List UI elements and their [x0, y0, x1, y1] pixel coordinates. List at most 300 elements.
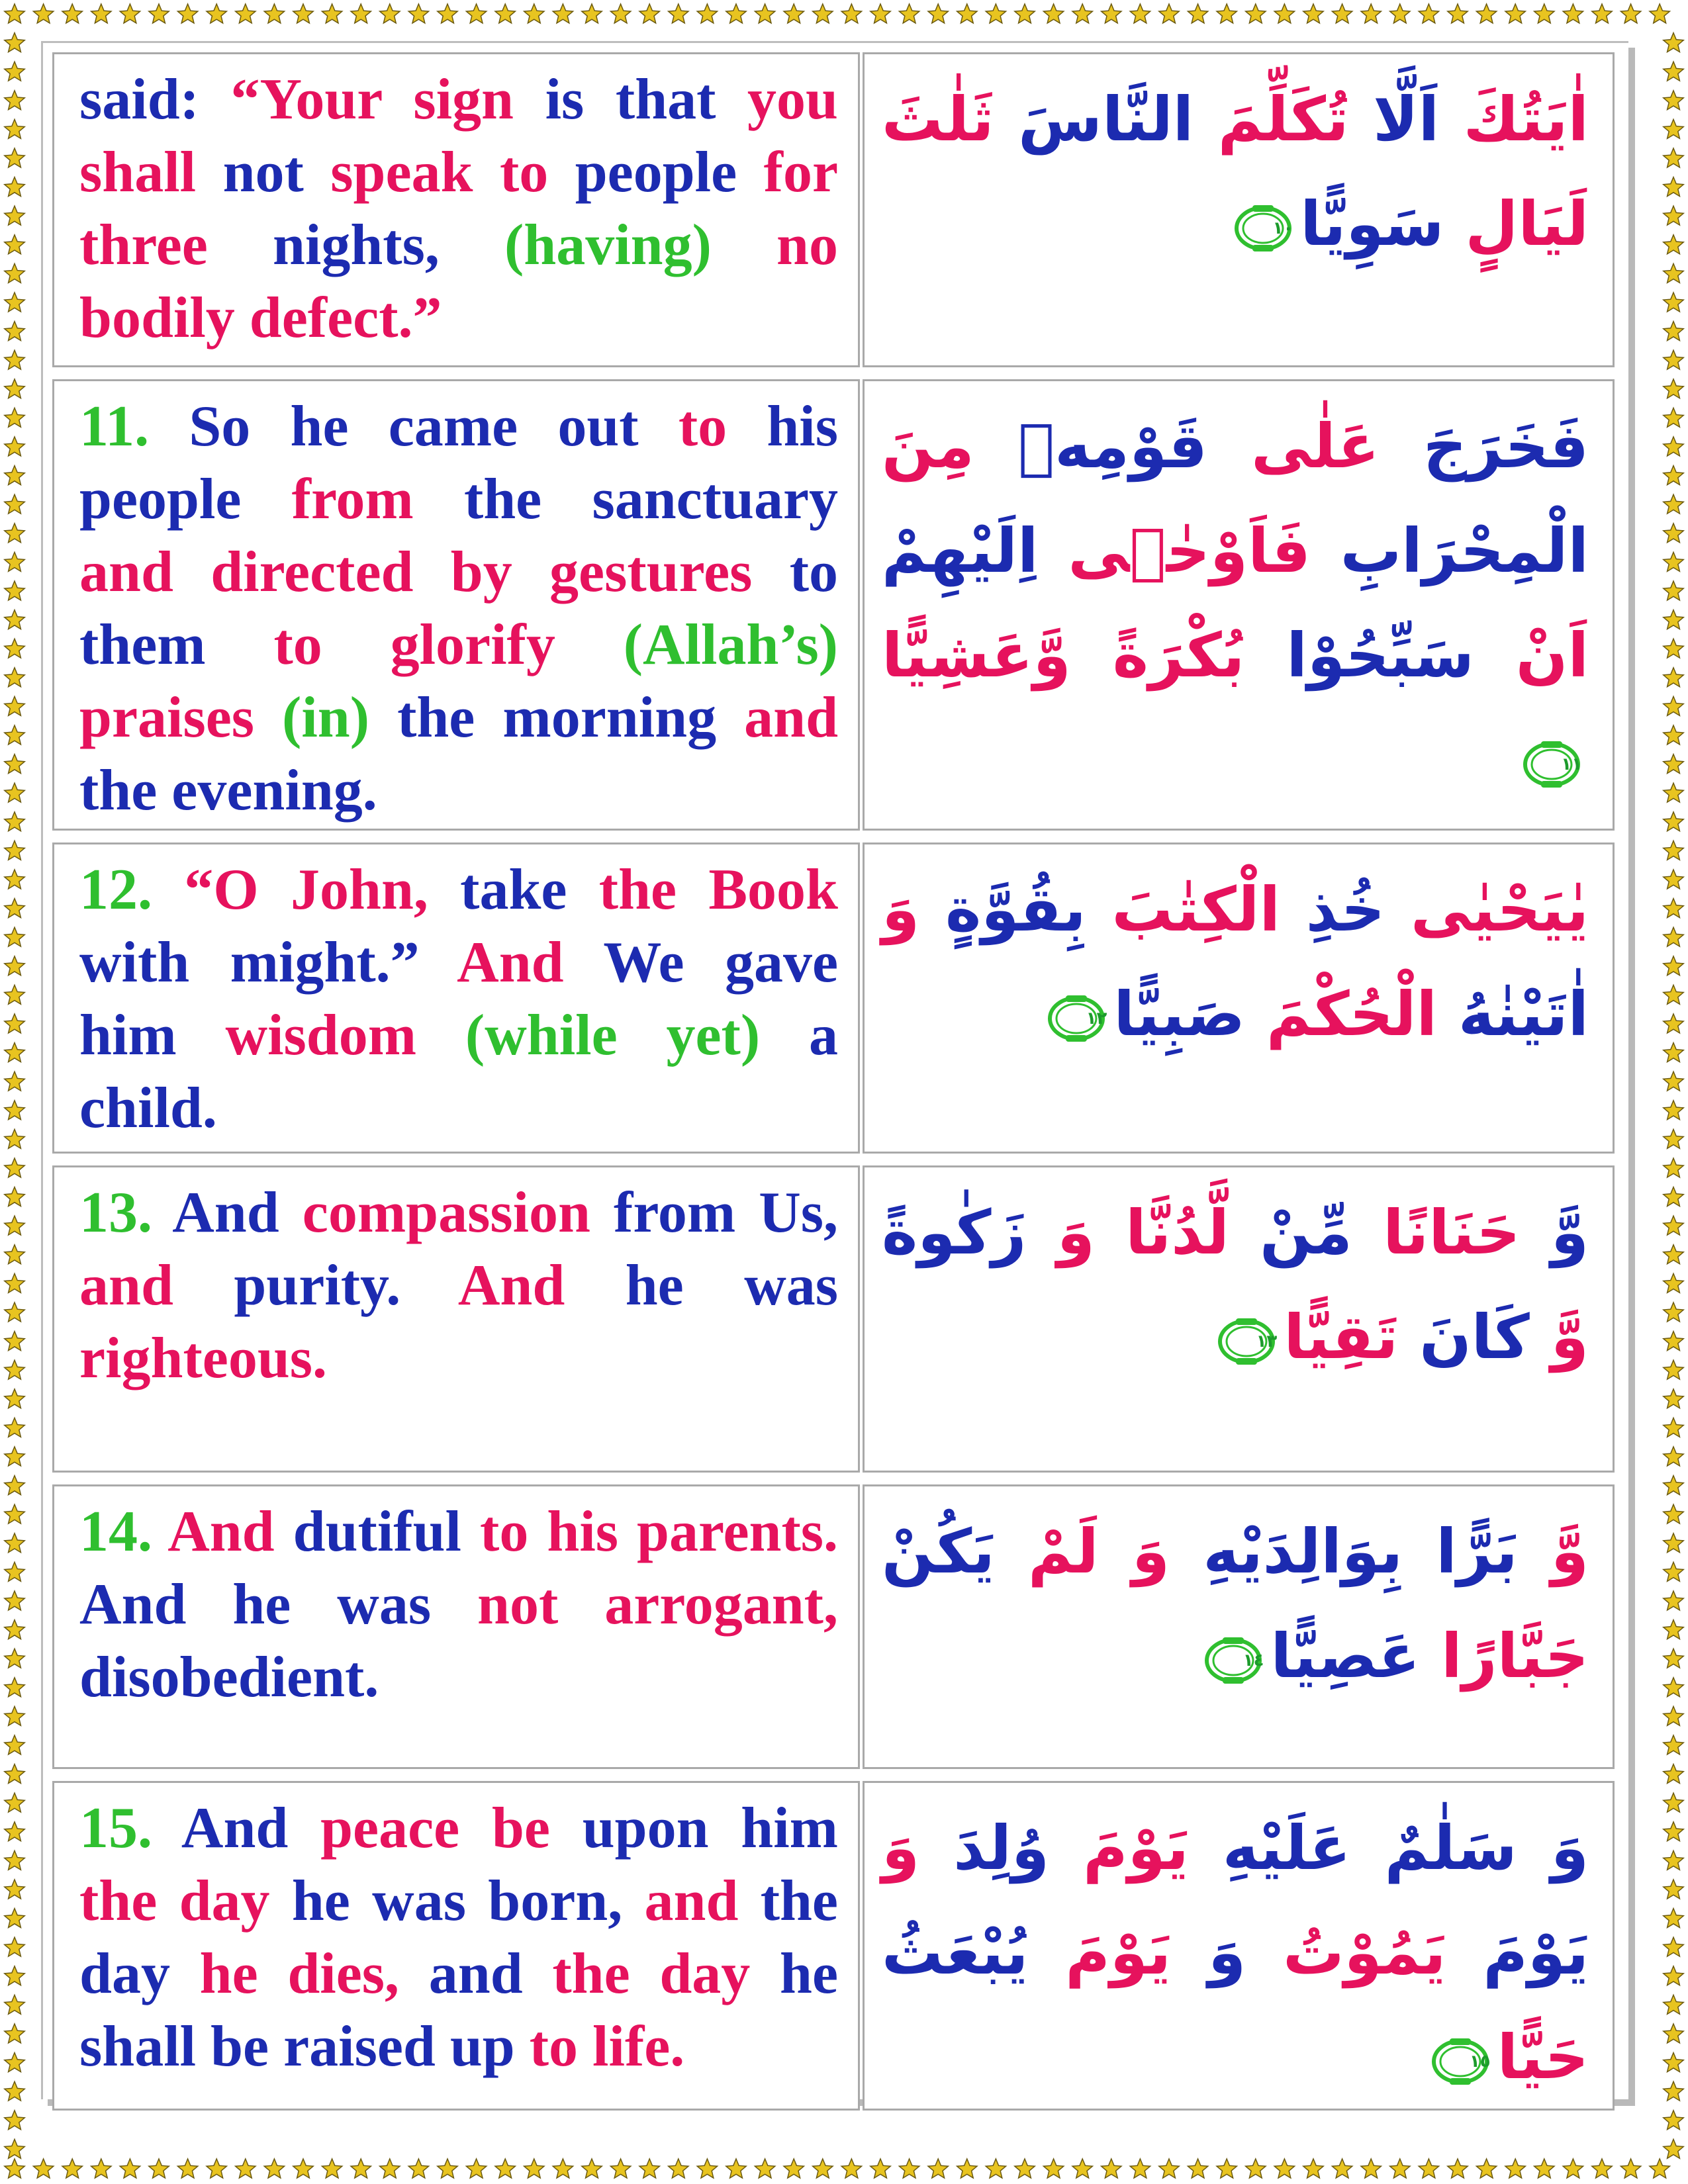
- star-icon: [5, 2024, 24, 2043]
- star-icon: [1592, 4, 1612, 23]
- arabic-word: بِوَالِدَيْهِ: [1170, 1516, 1403, 1587]
- star-icon: [1664, 1735, 1683, 1754]
- star-icon: [5, 1937, 24, 1956]
- star-icon: [1664, 1793, 1683, 1812]
- arabic-word: وَ: [1517, 1813, 1589, 1884]
- arabic-verse-cell: [863, 52, 1615, 367]
- english-text-segment: and: [428, 1942, 553, 2006]
- arabic-word: اَنْ: [1474, 620, 1589, 691]
- star-icon: [755, 2159, 774, 2178]
- star-icon: [1246, 2159, 1266, 2178]
- star-icon: [33, 4, 53, 23]
- english-text-segment: (in): [282, 686, 398, 750]
- arabic-word: يٰيَحْيٰى: [1385, 874, 1589, 945]
- english-text-segment: So he came out: [189, 394, 679, 459]
- star-icon: [986, 4, 1006, 23]
- arabic-word: مِّنْ: [1229, 1197, 1352, 1268]
- star-icon: [1664, 696, 1683, 715]
- english-text-segment: the sanctuary: [463, 467, 838, 531]
- star-icon: [610, 4, 630, 23]
- english-text-segment: for three: [79, 140, 839, 277]
- english-text-segment: (while yet): [465, 1003, 809, 1068]
- star-icon: [5, 177, 24, 197]
- english-text-segment: he shall be raised up: [79, 1942, 839, 2079]
- star-icon: [1664, 1360, 1683, 1379]
- english-text-segment: And: [457, 1253, 626, 1318]
- star-icon: [1303, 4, 1323, 23]
- star-icon: [784, 4, 804, 23]
- english-text-segment: praises: [79, 686, 283, 750]
- star-icon: [5, 4, 24, 23]
- star-icon: [1620, 4, 1640, 23]
- english-text-segment: 12.: [79, 858, 185, 922]
- english-text-segment: 14.: [79, 1500, 168, 1564]
- english-text-segment: to life.: [529, 2015, 685, 2079]
- arabic-word: عَلٰى: [1207, 411, 1380, 482]
- star-icon: [1102, 2159, 1121, 2178]
- arabic-word: اٰتَيْنٰهُ: [1436, 979, 1589, 1050]
- star-icon: [1664, 1620, 1683, 1639]
- star-icon: [5, 350, 24, 369]
- star-icon: [149, 2159, 169, 2178]
- ayah-number: ١٢: [1086, 1008, 1107, 1028]
- star-icon: [120, 4, 140, 23]
- arabic-word: وَ: [1171, 1917, 1246, 1988]
- star-icon: [1664, 754, 1683, 774]
- star-icon: [120, 2159, 140, 2178]
- english-text-segment: to: [480, 1500, 547, 1564]
- star-icon: [553, 4, 573, 23]
- star-icon: [1664, 1447, 1683, 1466]
- star-icon: [639, 2159, 659, 2178]
- english-text-segment: he dies,: [199, 1942, 429, 2006]
- arabic-verse-cell: [863, 1165, 1615, 1473]
- english-text-segment: And: [172, 1181, 303, 1245]
- star-icon: [1664, 148, 1683, 167]
- star-icon: [5, 206, 24, 225]
- star-icon: [1650, 4, 1669, 23]
- english-text-segment: “Your sign: [230, 68, 545, 132]
- star-icon: [697, 4, 717, 23]
- arabic-word: عَصِيًّا: [1270, 1621, 1421, 1692]
- star-icon: [5, 1071, 24, 1091]
- english-text-segment: wisdom: [225, 1003, 465, 1068]
- star-icon: [495, 2159, 515, 2178]
- arabic-word: سَلٰمٌ: [1350, 1813, 1517, 1884]
- star-icon: [5, 1706, 24, 1725]
- star-icon: [33, 2159, 53, 2178]
- verse-row-14: [52, 1484, 1615, 1769]
- arabic-verse-cell: [863, 1484, 1615, 1769]
- ayah-end-marker-icon: [1046, 994, 1107, 1043]
- english-text-segment: nights,: [272, 213, 504, 277]
- star-icon: [62, 2159, 82, 2178]
- arabic-word: قَوْمِهٖ: [974, 411, 1207, 482]
- english-text-segment: with might.”: [79, 931, 457, 995]
- star-icon: [5, 841, 24, 860]
- star-icon: [1664, 812, 1683, 831]
- star-icon: [1390, 4, 1410, 23]
- star-icon: [380, 4, 400, 23]
- star-icon: [1448, 4, 1468, 23]
- star-icon: [1664, 62, 1683, 81]
- english-translation-cell: [52, 1484, 860, 1769]
- star-icon: [1043, 2159, 1063, 2178]
- english-text-segment: the day: [79, 1869, 292, 1933]
- star-icon: [1563, 2159, 1583, 2178]
- english-text-segment: and: [744, 686, 839, 750]
- star-icon: [1419, 4, 1438, 23]
- arabic-word: وَّعَشِيًّا: [882, 620, 1071, 691]
- english-text-segment: And: [457, 931, 604, 995]
- star-icon: [5, 581, 24, 600]
- star-icon: [1592, 2159, 1612, 2178]
- star-icon: [1664, 1101, 1683, 1120]
- star-icon: [899, 4, 919, 23]
- star-icon: [1361, 2159, 1381, 2178]
- ayah-number: ١٥: [1469, 2051, 1491, 2071]
- arabic-word: فَخَرَجَ: [1379, 411, 1589, 482]
- star-icon: [5, 668, 24, 687]
- star-icon: [1664, 1822, 1683, 1841]
- arabic-word: يَوْمَ: [1049, 1813, 1189, 1884]
- star-icon: [1664, 1504, 1683, 1524]
- star-icon: [5, 2139, 24, 2158]
- star-icon: [5, 1995, 24, 2014]
- star-icon: [1505, 2159, 1525, 2178]
- english-text-segment: is that: [545, 68, 748, 132]
- star-icon: [322, 2159, 342, 2178]
- star-icon: [1664, 2053, 1683, 2072]
- arabic-word: ثَلٰثَ: [882, 84, 994, 155]
- star-icon: [5, 985, 24, 1004]
- english-text-segment: the day: [552, 1942, 780, 2006]
- star-icon: [1217, 2159, 1237, 2178]
- star-icon: [524, 4, 544, 23]
- arabic-word: الْكِتٰبَ: [1086, 874, 1280, 945]
- star-icon: [5, 1966, 24, 1985]
- star-icon: [1664, 1591, 1683, 1610]
- star-icon: [1664, 783, 1683, 802]
- star-icon: [5, 2081, 24, 2101]
- star-icon: [1664, 408, 1683, 427]
- star-icon: [1664, 581, 1683, 600]
- star-icon: [1650, 2159, 1669, 2178]
- arabic-word: وَ: [882, 1813, 920, 1884]
- star-icon: [5, 235, 24, 254]
- star-icon: [207, 4, 226, 23]
- star-icon: [5, 870, 24, 889]
- star-icon: [408, 2159, 428, 2178]
- star-icon: [1664, 610, 1683, 629]
- english-text-segment: the morning: [397, 686, 745, 750]
- star-icon: [1664, 1764, 1683, 1784]
- arabic-word: وَ: [1098, 1516, 1170, 1587]
- english-text-segment: people: [575, 140, 764, 205]
- arabic-word: وَ: [882, 874, 920, 945]
- english-text-segment: disobedient.: [79, 1645, 379, 1709]
- star-icon: [5, 610, 24, 629]
- star-icon: [1534, 2159, 1554, 2178]
- english-translation-cell: [52, 52, 860, 367]
- star-icon: [5, 523, 24, 543]
- star-icon: [1246, 4, 1266, 23]
- ayah-number: ١١: [1561, 754, 1582, 774]
- star-icon: [5, 956, 24, 976]
- english-text-segment: his people: [79, 394, 838, 531]
- star-icon: [5, 1187, 24, 1206]
- star-icon: [1043, 4, 1063, 23]
- english-text-segment: take: [460, 858, 599, 922]
- english-text-segment: (Allah’s): [623, 613, 838, 677]
- star-icon: [1274, 4, 1294, 23]
- star-icon: [5, 1418, 24, 1437]
- star-icon: [1664, 1273, 1683, 1293]
- english-text-segment: purity.: [234, 1253, 458, 1318]
- star-icon: [1664, 494, 1683, 514]
- arabic-word: الْحُكْمَ: [1244, 979, 1437, 1050]
- english-text-segment: not arrogant,: [477, 1572, 838, 1637]
- star-icon: [870, 4, 890, 23]
- english-text-segment: And: [181, 1796, 321, 1860]
- arabic-word: عَلَيْهِ: [1188, 1813, 1351, 1884]
- star-icon: [5, 1476, 24, 1495]
- star-icon: [1664, 322, 1683, 341]
- arabic-word: يَمُوْتُ: [1246, 1917, 1446, 1988]
- english-text-segment: a child.: [79, 1003, 838, 1140]
- english-text-segment: 13.: [79, 1181, 173, 1245]
- star-icon: [1448, 2159, 1468, 2178]
- star-icon: [582, 4, 602, 23]
- arabic-word: النَّاسَ: [994, 84, 1194, 155]
- arabic-word: حَنَانًا: [1352, 1197, 1521, 1268]
- english-translation-cell: [52, 842, 860, 1154]
- arabic-word: وَّ: [1520, 1197, 1589, 1268]
- star-icon: [1303, 2159, 1323, 2178]
- star-icon: [1072, 4, 1092, 23]
- star-icon: [5, 1562, 24, 1581]
- star-icon: [1664, 91, 1683, 110]
- star-icon: [1664, 2024, 1683, 2043]
- star-icon: [1476, 4, 1496, 23]
- star-icon: [293, 4, 313, 23]
- star-icon: [5, 2053, 24, 2072]
- star-icon: [5, 1302, 24, 1322]
- star-icon: [1664, 2081, 1683, 2101]
- star-icon: [726, 4, 746, 23]
- english-text-segment: he was born,: [291, 1869, 645, 1933]
- star-icon: [236, 2159, 256, 2178]
- star-icon: [1664, 1649, 1683, 1668]
- star-icon: [1664, 1562, 1683, 1581]
- star-icon: [1664, 466, 1683, 485]
- star-icon: [5, 1504, 24, 1524]
- english-text-segment: he was: [625, 1253, 839, 1318]
- star-icon: [5, 437, 24, 456]
- star-icon: [928, 4, 948, 23]
- arabic-word: اٰيَتُكَ: [1439, 84, 1589, 155]
- star-icon: [1664, 552, 1683, 571]
- arabic-word: بَرًّا: [1403, 1516, 1518, 1587]
- star-icon: [755, 4, 774, 23]
- star-icon: [5, 1678, 24, 1697]
- star-icon: [1332, 4, 1352, 23]
- star-icon: [91, 2159, 111, 2178]
- star-icon: [1664, 1533, 1683, 1553]
- ayah-end-marker-icon: [1521, 740, 1582, 789]
- english-text-segment: and: [79, 1253, 234, 1318]
- star-icon: [5, 1793, 24, 1812]
- star-icon: [1664, 1332, 1683, 1351]
- star-icon: [1159, 2159, 1179, 2178]
- star-icon: [207, 2159, 226, 2178]
- star-icon: [1664, 1995, 1683, 2014]
- verse-row-11: [52, 379, 1615, 831]
- star-icon: [5, 1735, 24, 1754]
- star-icon: [1390, 2159, 1410, 2178]
- star-icon: [1664, 1043, 1683, 1062]
- star-icon: [1102, 4, 1121, 23]
- star-icon: [610, 2159, 630, 2178]
- star-icon: [1664, 1389, 1683, 1408]
- english-text-segment: to glorify: [273, 613, 624, 677]
- star-icon: [1620, 2159, 1640, 2178]
- english-text-segment: (having): [504, 213, 777, 277]
- verse-row-10: [52, 52, 1615, 367]
- star-icon: [5, 696, 24, 715]
- verse-row-15: [52, 1781, 1615, 2111]
- arabic-word: تُكَلِّمَ: [1194, 84, 1349, 155]
- star-icon: [1664, 1678, 1683, 1697]
- star-icon: [1015, 4, 1035, 23]
- english-text-segment: no: [776, 213, 838, 277]
- star-icon: [1664, 119, 1683, 138]
- star-icon: [351, 4, 371, 23]
- star-icon: [5, 552, 24, 571]
- arabic-word: لَمْ: [994, 1516, 1099, 1587]
- english-text-segment: to: [499, 140, 575, 205]
- star-icon: [1664, 1129, 1683, 1148]
- english-text-segment: to: [678, 394, 767, 459]
- arabic-word: صَبِيًّا: [1113, 979, 1245, 1050]
- verse-row-13: [52, 1165, 1615, 1473]
- star-icon: [697, 2159, 717, 2178]
- english-text-segment: from Us,: [614, 1181, 839, 1245]
- star-icon: [553, 2159, 573, 2178]
- ayah-number: ١٠: [1272, 218, 1294, 238]
- arabic-word: اَلَّا: [1348, 84, 1440, 155]
- star-icon: [5, 322, 24, 341]
- star-icon: [438, 2159, 457, 2178]
- arabic-word: سَبِّحُوْا: [1244, 620, 1474, 691]
- star-icon: [5, 639, 24, 658]
- star-icon: [495, 4, 515, 23]
- star-icon: [1664, 1418, 1683, 1437]
- star-icon: [899, 2159, 919, 2178]
- star-icon: [5, 1273, 24, 1293]
- star-icon: [5, 1620, 24, 1639]
- star-icon: [957, 4, 977, 23]
- star-icon: [293, 2159, 313, 2178]
- star-icon: [1664, 33, 1683, 52]
- star-icon: [5, 1764, 24, 1784]
- star-icon: [813, 4, 833, 23]
- star-icon: [1664, 1071, 1683, 1091]
- star-icon: [1188, 4, 1207, 23]
- star-icon: [438, 4, 457, 23]
- star-icon: [5, 1389, 24, 1408]
- arabic-word: بُكْرَةً: [1070, 620, 1245, 691]
- star-icon: [1664, 639, 1683, 658]
- star-icon: [5, 754, 24, 774]
- star-icon: [380, 2159, 400, 2178]
- star-icon: [1664, 437, 1683, 456]
- star-icon: [1664, 1476, 1683, 1495]
- star-icon: [1505, 4, 1525, 23]
- english-text-segment: not: [222, 140, 331, 205]
- star-icon: [1664, 177, 1683, 197]
- star-icon: [1664, 1216, 1683, 1235]
- arabic-word: كَانَ: [1398, 1302, 1530, 1373]
- arabic-word: لَّدُنَّا: [1094, 1197, 1229, 1268]
- star-icon: [5, 1332, 24, 1351]
- star-icon: [177, 2159, 197, 2178]
- english-text-segment: “O John,: [184, 858, 461, 922]
- star-icon: [351, 2159, 371, 2178]
- star-icon: [1015, 2159, 1035, 2178]
- star-icon: [5, 1447, 24, 1466]
- english-text-segment: We gave him: [79, 931, 838, 1068]
- star-icon: [1664, 668, 1683, 687]
- star-icon: [1664, 350, 1683, 369]
- star-icon: [986, 2159, 1006, 2178]
- star-icon: [1664, 2111, 1683, 2130]
- star-icon: [264, 4, 284, 23]
- star-icon: [1664, 206, 1683, 225]
- english-text-segment: 15.: [79, 1796, 181, 1860]
- star-icon: [524, 2159, 544, 2178]
- arabic-word: زَكٰوةً: [882, 1197, 1027, 1268]
- english-text-segment: the evening.: [79, 758, 377, 823]
- star-icon: [466, 2159, 486, 2178]
- star-icon: [5, 783, 24, 802]
- star-icon: [1664, 1706, 1683, 1725]
- star-icon: [5, 2111, 24, 2130]
- arabic-word: لَيَالٍ: [1444, 189, 1589, 259]
- star-icon: [1361, 4, 1381, 23]
- star-icon: [5, 1533, 24, 1553]
- star-icon: [5, 293, 24, 312]
- star-icon: [5, 725, 24, 745]
- star-icon: [91, 4, 111, 23]
- english-translation-cell: [52, 1781, 860, 2111]
- star-icon: [1476, 2159, 1496, 2178]
- arabic-word: وَ: [1026, 1197, 1095, 1268]
- star-icon: [5, 408, 24, 427]
- translation-table: [52, 52, 1615, 2111]
- arabic-word: يَوْمَ: [1446, 1917, 1589, 1988]
- ayah-end-marker-icon: [1430, 2037, 1491, 2086]
- star-icon: [177, 4, 197, 23]
- star-icon: [1563, 4, 1583, 23]
- ayah-end-marker-icon: [1203, 1636, 1264, 1685]
- star-icon: [1188, 2159, 1207, 2178]
- english-text-segment: the Book: [598, 858, 838, 922]
- star-icon: [5, 812, 24, 831]
- english-text-segment: peace be: [320, 1796, 583, 1860]
- english-text-segment: from: [291, 467, 464, 531]
- english-text-segment: said:: [79, 68, 231, 132]
